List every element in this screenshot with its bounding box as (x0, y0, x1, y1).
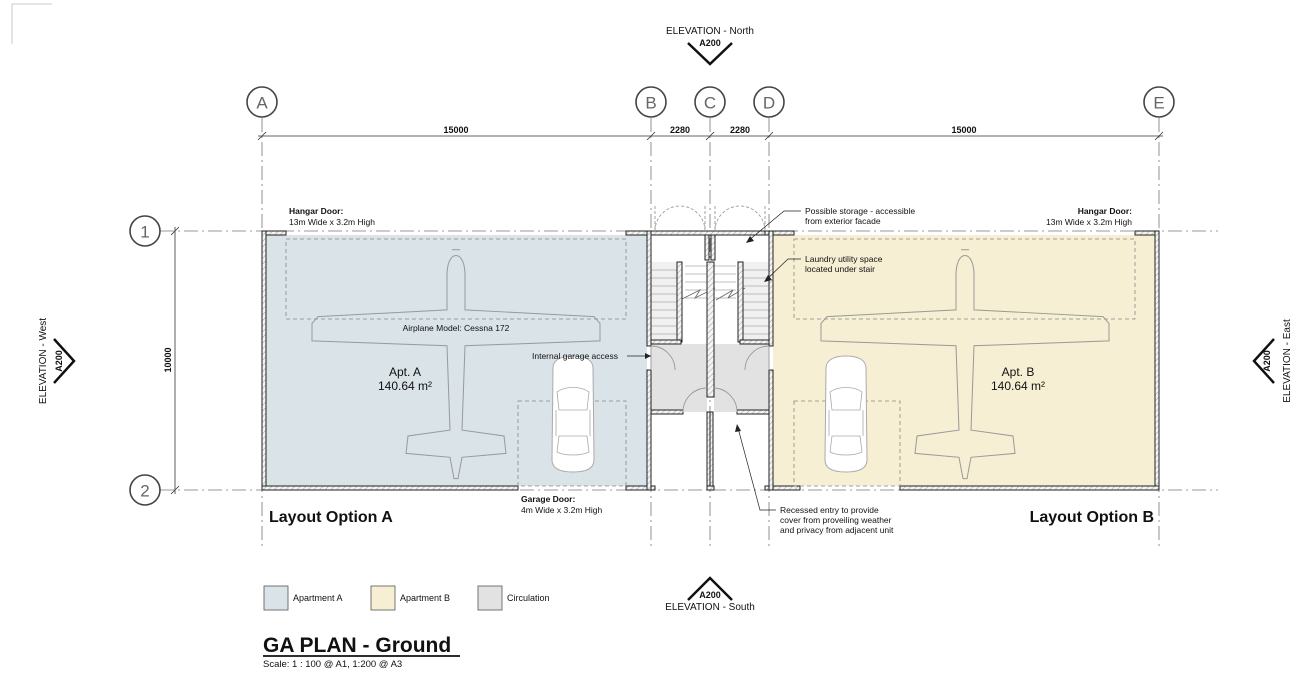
dim-cd: 2280 (729, 125, 751, 135)
garage-door-size: 4m Wide x 3.2m High (521, 505, 603, 515)
svg-text:C: C (703, 93, 717, 113)
grid-bubble-a (247, 87, 277, 117)
svg-text:D: D (762, 93, 776, 113)
apartment-a-area-label: 140.64 m² (377, 379, 433, 393)
svg-text:ELEVATION - East: ELEVATION - East (1282, 319, 1293, 403)
stair-right (743, 262, 769, 340)
internal-garage-note: Internal garage access (532, 351, 618, 361)
svg-text:A200: A200 (699, 38, 721, 48)
hangar-door-a-size: 13m Wide x 3.2m High (289, 217, 375, 227)
svg-text:10000: 10000 (163, 347, 173, 373)
svg-text:ELEVATION - North: ELEVATION - North (666, 26, 754, 37)
grid-bubble-1 (130, 216, 160, 246)
apartment-b-name: Apt. B (1001, 365, 1035, 379)
laundry-note-line1: Laundry utility space (805, 254, 883, 264)
garage-door-title: Garage Door: (521, 494, 576, 504)
apartment-b-area-label: 140.64 m² (990, 379, 1046, 393)
apartment-a-name: Apt. A (388, 365, 422, 379)
hangar-door-a-title: Hangar Door: (289, 206, 344, 216)
dimension-height (163, 227, 179, 494)
car-b (825, 356, 867, 472)
grid-bubble-2 (130, 475, 160, 505)
circulation-left (651, 344, 707, 412)
grid-bubble-e (1144, 87, 1174, 117)
grid-bubble-d (754, 87, 784, 117)
svg-text:A200: A200 (699, 590, 721, 600)
hangar-door-b-title: Hangar Door: (1077, 206, 1132, 216)
elevation-west-marker (38, 318, 74, 404)
dim-ab: 15000 (443, 125, 469, 135)
layout-option-a-title: Layout Option A (269, 509, 393, 526)
stair-left (651, 262, 677, 340)
svg-text:A: A (256, 93, 268, 113)
svg-text:B: B (645, 93, 657, 113)
hangar-door-b-size: 13m Wide x 3.2m High (1046, 217, 1132, 227)
svg-text:A200: A200 (1262, 350, 1272, 372)
recessed-note-line3: and privacy from adjacent unit (780, 525, 894, 535)
drawing-title: GA PLAN - Ground (263, 634, 452, 657)
storage-note-line1: Possible storage - accessible (805, 206, 916, 216)
storage-right (715, 235, 765, 257)
recessed-note-line2: cover from proveiling weather (780, 515, 892, 525)
recessed-note-line1: Recessed entry to provide (780, 505, 879, 515)
svg-text:Apartment B: Apartment B (400, 593, 451, 603)
legend-item-apartment-a (264, 586, 343, 610)
legend-item-circulation (478, 586, 550, 610)
legend-item-apartment-b (371, 586, 450, 610)
svg-text:ELEVATION - West: ELEVATION - West (38, 317, 49, 405)
laundry-note-line2: located under stair (805, 264, 875, 274)
grid-bubble-b (636, 87, 666, 117)
dim-bc: 2280 (669, 125, 691, 135)
car-a (552, 356, 594, 472)
storage-note-line2: from exterior facade (805, 216, 881, 226)
elevation-east-marker (1254, 319, 1293, 403)
elevation-north-marker (666, 26, 754, 64)
grid-bubble-c (695, 87, 725, 117)
svg-text:Circulation: Circulation (507, 593, 550, 603)
dimension-chain-top (258, 125, 1163, 140)
dim-de: 15000 (951, 125, 977, 135)
svg-text:A200: A200 (54, 350, 64, 372)
drawing-scale: Scale: 1 : 100 @ A1, 1:200 @ A3 (263, 659, 403, 670)
svg-text:E: E (1153, 93, 1165, 113)
legend (264, 586, 550, 610)
circulation-right (714, 344, 769, 412)
svg-text:Apartment A: Apartment A (293, 593, 343, 603)
storage-left (655, 235, 705, 257)
elevation-south-marker (665, 578, 755, 613)
layout-option-b-title: Layout Option B (1029, 509, 1154, 526)
svg-text:2: 2 (140, 481, 150, 501)
svg-text:1: 1 (140, 222, 150, 242)
svg-text:ELEVATION - South: ELEVATION - South (665, 602, 755, 613)
airplane-model-label: Airplane Model: Cessna 172 (402, 323, 510, 333)
